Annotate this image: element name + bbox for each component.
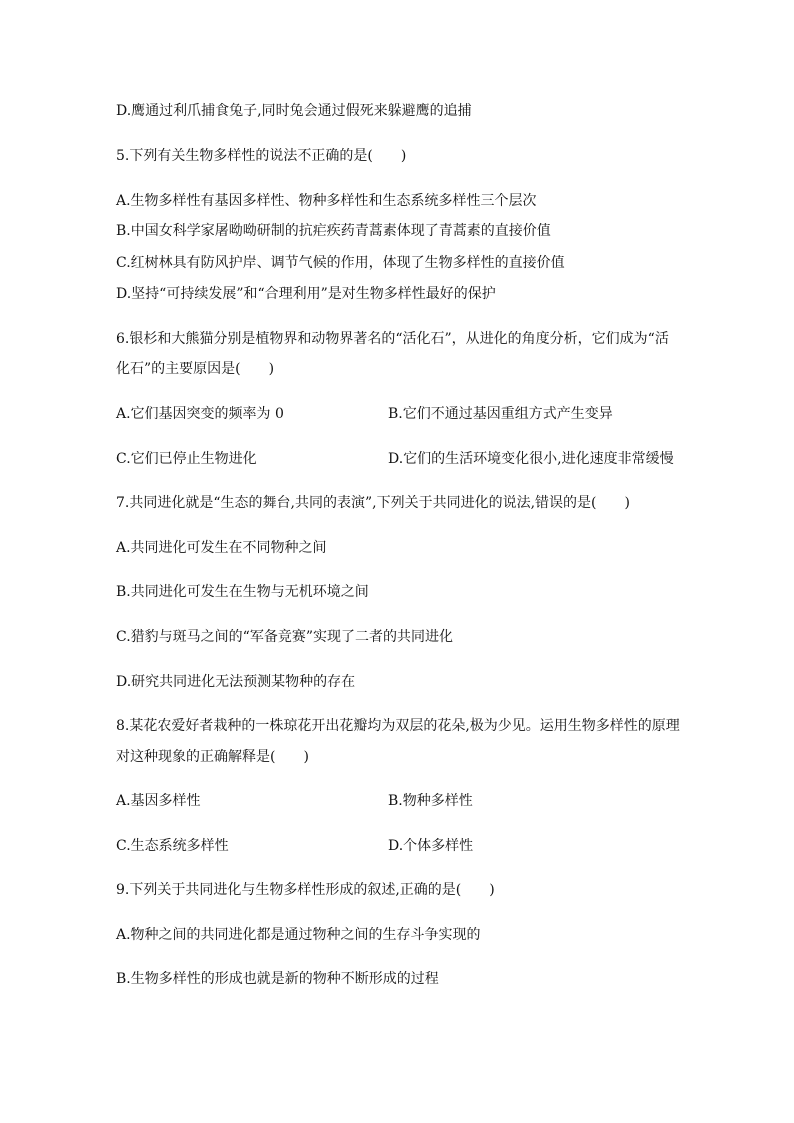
q5-stem: 5.下列有关生物多样性的说法不正确的是( ) — [116, 148, 407, 164]
q7-option-d: D.研究共同进化无法预测某物种的存在 — [116, 674, 356, 690]
q6-option-b: B.它们不通过基因重组方式产生变异 — [388, 406, 613, 422]
q7-stem: 7.共同进化就是“生态的舞台,共同的表演”,下列关于共同进化的说法,错误的是( ) — [116, 495, 630, 511]
q8-option-d: D.个体多样性 — [388, 838, 474, 854]
q6-stem-line-2: 化石”的主要原因是( ) — [116, 361, 275, 377]
q6-option-a: A.它们基因突变的频率为 0 — [116, 406, 284, 422]
q9-stem: 9.下列关于共同进化与生物多样性形成的叙述,正确的是( ) — [116, 882, 495, 898]
q7-option-a: A.共同进化可发生在不同物种之间 — [116, 540, 327, 556]
q7-option-b: B.共同进化可发生在生物与无机环境之间 — [116, 584, 369, 600]
q4-option-d: D.鹰通过利爪捕食兔子,同时兔会通过假死来躲避鹰的追捕 — [116, 103, 472, 119]
q7-option-c: C.猎豹与斑马之间的“军备竞赛”实现了二者的共同进化 — [116, 629, 453, 645]
q8-stem-line-1: 8.某花农爱好者栽种的一株琼花开出花瓣均为双层的花朵,极为少见。运用生物多样性的原理 — [116, 718, 680, 734]
q8-option-a: A.基因多样性 — [116, 793, 201, 809]
q6-option-c: C.它们已停止生物进化 — [116, 451, 257, 467]
q6-option-d: D.它们的生活环境变化很小,进化速度非常缓慢 — [388, 451, 674, 467]
q5-option-b: B.中国女科学家屠呦呦研制的抗疟疾药青蒿素体现了青蒿素的直接价值 — [116, 223, 551, 239]
q6-stem-line-1: 6.银杉和大熊猫分别是植物界和动物界著名的“活化石”，从进化的角度分析，它们成为“活 — [116, 331, 669, 347]
q8-stem-line-2: 对这种现象的正确解释是( ) — [116, 749, 309, 765]
q5-option-a: A.生物多样性有基因多样性、物种多样性和生态系统多样性三个层次 — [116, 193, 537, 209]
q9-option-a: A.物种之间的共同进化都是通过物种之间的生存斗争实现的 — [116, 927, 481, 943]
q8-option-b: B.物种多样性 — [388, 793, 473, 809]
q5-option-c: C.红树林具有防风护岸、调节气候的作用，体现了生物多样性的直接价值 — [116, 255, 565, 271]
q8-option-c: C.生态系统多样性 — [116, 838, 229, 854]
q5-option-d: D.坚持“可持续发展”和“合理利用”是对生物多样性最好的保护 — [116, 286, 496, 302]
q9-option-b: B.生物多样性的形成也就是新的物种不断形成的过程 — [116, 971, 439, 987]
